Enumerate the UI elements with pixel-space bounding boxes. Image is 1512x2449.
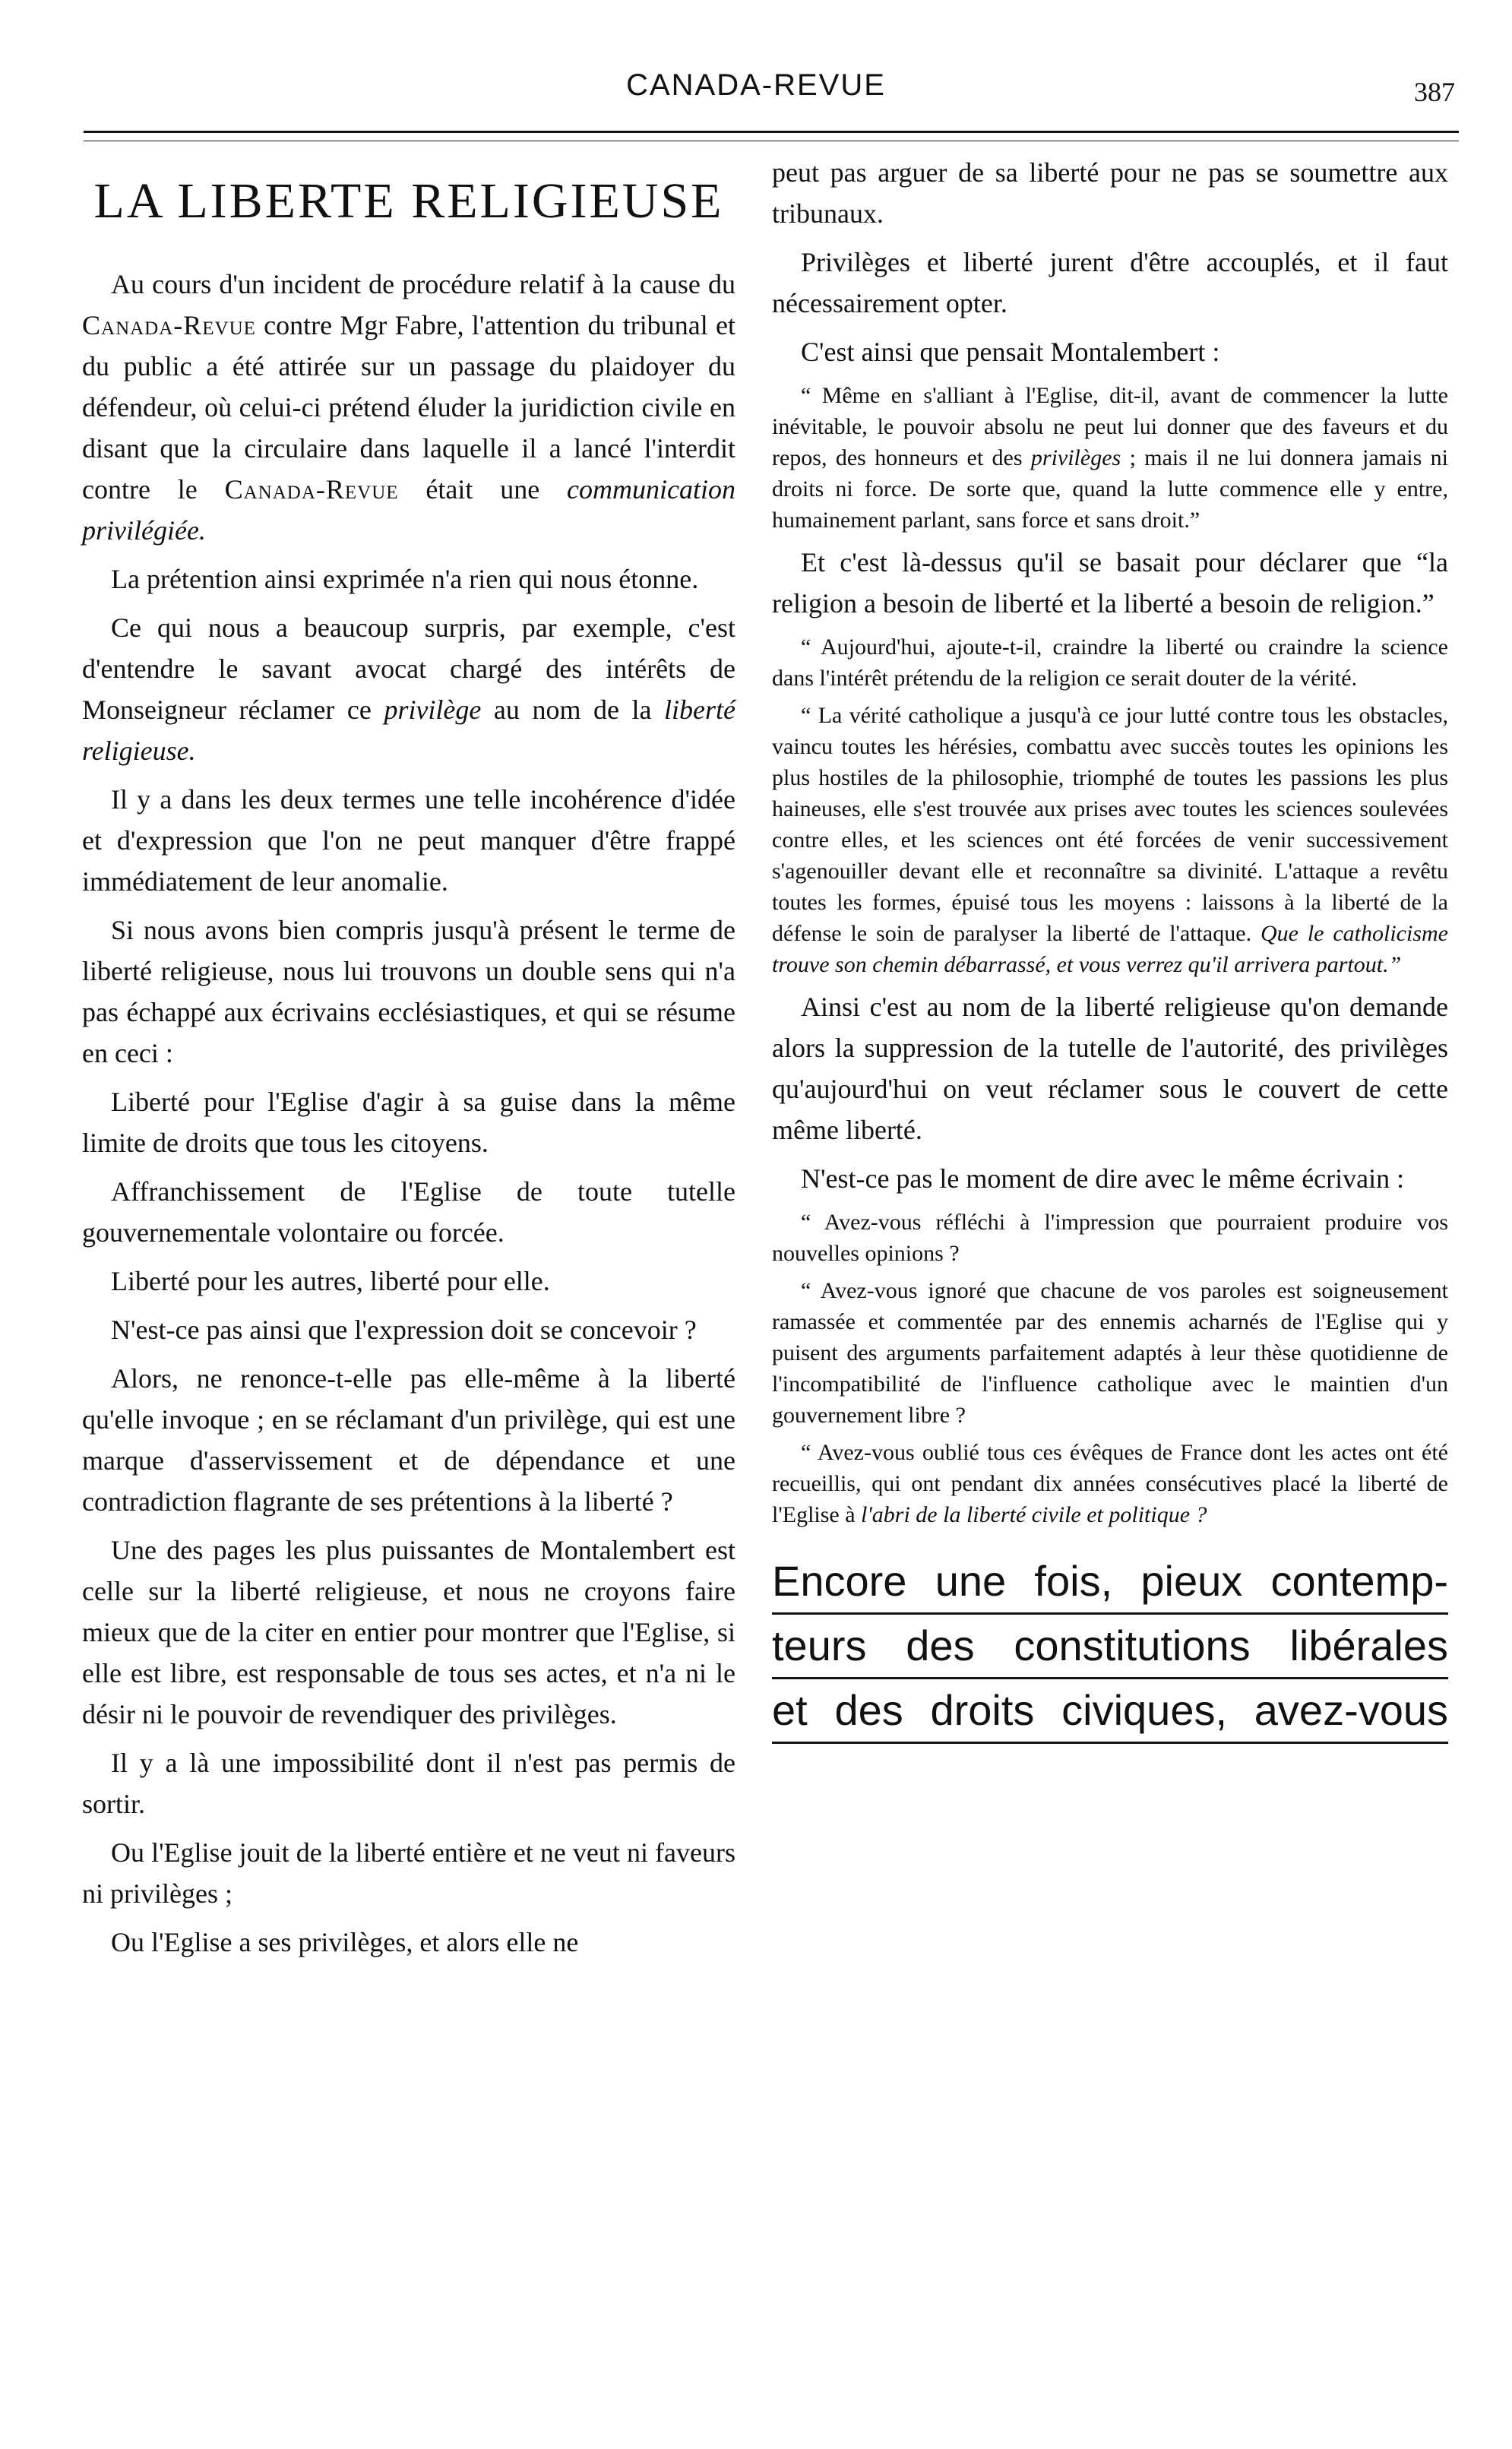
quote-3: [772, 700, 1448, 980]
journal-name: Canada-Revue: [82, 310, 256, 341]
paragraph-13: Ou l'Eglise jouit de la liberté entière et ne veut ni faveurs ni privilèges ;: [82, 1837, 735, 1910]
text: Au cours d'un incident de procédure relatif à la cause du: [111, 269, 735, 300]
page-header: [0, 68, 1512, 114]
paragraph-4: Il y a dans les deux termes une telle incohérence d'idée et d'expression que l'on ne peut manquer d'être frappé immédiatement de leur anomalie.: [82, 784, 735, 897]
text: était une: [398, 474, 568, 505]
italic-text: l'abri de la liberté civile et politique ?: [861, 1502, 1207, 1527]
paragraph-continued: peut pas arguer de sa liberté pour ne pas se soumettre aux tribunaux.: [772, 157, 1448, 229]
quote-1: [772, 380, 1448, 536]
quote-4: “ Avez-vous réfléchi à l'impression que pourraient produire vos nouvelles opinions ?: [772, 1210, 1448, 1266]
italic-text: Que le catholicisme trouve son chemin débarrassé, et vous verrez qu'il arrivera partout.”: [772, 921, 1448, 977]
paragraph-r6: N'est-ce pas le moment de dire avec le même écrivain :: [801, 1163, 1405, 1194]
paragraph-7: Affranchissement de l'Eglise de toute tutelle gouvernementale volontaire ou forcée.: [82, 1176, 735, 1248]
quote-2: “ Aujourd'hui, ajoute-t-il, craindre la liberté ou craindre la science dans l'intérêt prétendu de la religion ce serait douter de la vérité.: [772, 634, 1448, 691]
text: “ Avez-vous oublié tous ces évêques de France dont les actes ont été recueillis, qui ont pendant dix années consécutives placé la liberté de l'Eglise à: [772, 1440, 1448, 1527]
quote-6: [772, 1437, 1448, 1530]
article-title: LA LIBERTE RELIGIEUSE: [93, 173, 724, 229]
paragraph-r5: Ainsi c'est au nom de la liberté religieuse qu'on demande alors la suppression de la tutelle de l'autorité, des privilèges qu'aujourd'hui on veut réclamer sous le couvert de cette même liberté.: [772, 992, 1448, 1145]
text: contre Mgr Fabre, l'attention du tribunal et du public a été attirée sur un passage du plaidoyer du défendeur, où celui-ci prétend éluder la juridiction civile en disant que la circulaire dans laquelle il a lancé l'interdit contre le: [82, 310, 735, 505]
paragraph-8: Liberté pour les autres, liberté pour elle.: [111, 1266, 550, 1297]
large-line-1: Encore une fois, pieux contemp-: [772, 1557, 1448, 1605]
text: “ Même en s'alliant à l'Eglise, dit-il, avant de commencer la lutte inévitable, le pouvoir absolu ne peut lui donner que des faveurs et du repos, des honneurs et des: [772, 383, 1448, 470]
paragraph-r2: Privilèges et liberté jurent d'être accouplés, et il faut nécessairement opter.: [772, 247, 1448, 318]
italic-text: liberté religieuse.: [82, 695, 735, 767]
running-head: CANADA-REVUE: [626, 68, 886, 102]
text: ; mais il ne lui donnera jamais ni droits ni force. De sorte que, quand la lutte commence elle y entre, humainement parlant, sans force et sans droit.”: [772, 445, 1448, 533]
journal-name: Canada-Revue: [224, 474, 399, 505]
paragraph-6: Liberté pour l'Eglise d'agir à sa guise dans la même limite de droits que tous les citoyens.: [82, 1087, 735, 1159]
large-line-3: et des droits civiques, avez-vous: [772, 1677, 1448, 1744]
quote-5: “ Avez-vous ignoré que chacune de vos paroles est soigneusement ramassée et commentée par des ennemis acharnés de l'Eglise qui y puisent des arguments parfaitement adaptés à leur thèse quotidienne de l'incompatibilité de l'influence catholique avec le maintien d'un gouvernement libre ?: [772, 1278, 1448, 1428]
paragraph-r4: Et c'est là-dessus qu'il se basait pour déclarer que “la religion a besoin de liberté et la liberté a besoin de religion.”: [772, 547, 1448, 619]
right-column: [772, 152, 1448, 1744]
paragraph-10: Alors, ne renonce-t-elle pas elle-même à la liberté qu'elle invoque ; en se réclamant d'un privilège, qui est une marque d'asservissement et de dépendance et une contradiction flagrante de ses prétentions à la liberté ?: [82, 1363, 735, 1517]
paragraph-5: Si nous avons bien compris jusqu'à présent le terme de liberté religieuse, nous lui trouvons un double sens qui n'a pas échappé aux écrivains ecclésiastiques, et qui se résume en ceci :: [82, 915, 735, 1069]
page-number: 387: [1414, 77, 1455, 107]
paragraph-11: Une des pages les plus puissantes de Montalembert est celle sur la liberté religieuse, et nous ne croyons faire mieux que de la citer en entier pour montrer que l'Eglise, si elle est libre, est responsable de tous ses actes, et n'a ni le désir ni le pouvoir de revendiquer des privilèges.: [82, 1535, 735, 1730]
paragraph-9: N'est-ce pas ainsi que l'expression doit se concevoir ?: [111, 1315, 697, 1346]
text: “ La vérité catholique a jusqu'à ce jour lutté contre tous les obstacles, vaincu toutes les hérésies, combattu avec succès toutes les opinions les plus hostiles de la philosophie, triomphé de toutes les passions les plus haineuses, elle s'est trouvée aux prises avec toutes les sciences soulevées contre elles, et les sciences ont été forcées de venir successivement s'agenouiller devant elle et reconnaître sa divinité. L'attaque a revêtu toutes les formes, épuisé tous les moyens : laissons à la liberté de la défense le soin de paralyser la liberté de l'attaque.: [772, 703, 1448, 946]
text: au nom de la: [481, 695, 665, 726]
paragraph-14: Ou l'Eglise a ses privilèges, et alors elle ne: [111, 1927, 579, 1958]
paragraph-r3: C'est ainsi que pensait Montalembert :: [801, 337, 1220, 367]
paragraph-12: Il y a là une impossibilité dont il n'est pas permis de sortir.: [82, 1748, 735, 1820]
large-line-2: teurs des constitutions libérales: [772, 1612, 1448, 1677]
italic-text: privilège: [384, 695, 482, 726]
paragraph-3: [82, 607, 735, 771]
italic-text: communication privilégiée.: [82, 474, 735, 546]
large-type-passage: [772, 1550, 1448, 1744]
left-column: [82, 152, 735, 1970]
text: Ce qui nous a beaucoup surpris, par exemple, c'est d'entendre le savant avocat chargé des intérêts de Monseigneur réclamer ce: [82, 612, 735, 726]
italic-text: privilèges: [1030, 445, 1121, 470]
paragraph-1: [82, 264, 735, 551]
header-rule: [84, 131, 1459, 141]
paragraph-2: La prétention ainsi exprimée n'a rien qui nous étonne.: [111, 564, 699, 595]
